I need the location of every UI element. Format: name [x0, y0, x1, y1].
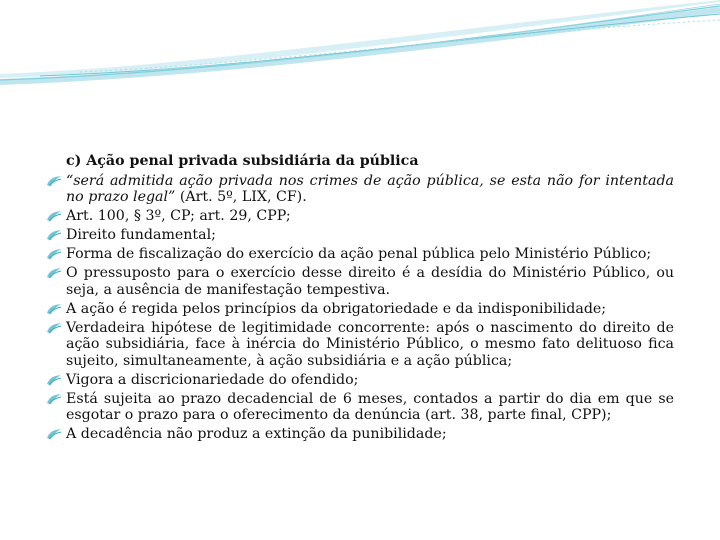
list-item	[46, 173, 674, 206]
bullet-text: A decadência não produz a extinção da punibilidade;	[66, 426, 447, 442]
wave-bullet-icon	[46, 174, 62, 188]
list-item	[46, 265, 674, 298]
list-item	[46, 320, 674, 370]
bullet-text: Art. 100, § 3º, CP; art. 29, CPP;	[66, 208, 291, 224]
wave-bullet-icon	[46, 373, 62, 387]
wave-bullet-icon	[46, 247, 62, 261]
wave-bullet-icon	[46, 302, 62, 316]
bullet-text: Forma de fiscalização do exercício da ação penal pública pelo Ministério Público;	[66, 246, 652, 262]
bullet-text: A ação é regida pelos princípios da obrigatoriedade e da indisponibilidade;	[66, 300, 607, 317]
bullet-text: O pressuposto para o exercício desse direito é a desídia do Ministério Público, ou seja, a ausência de manifestação tempestiva.	[66, 265, 674, 298]
wave-bullet-icon	[46, 427, 62, 441]
list-item	[46, 301, 674, 318]
bullet-text: Está sujeita ao prazo decadencial de 6 meses, contados a partir do dia em que se esgotar o prazo para o oferecimento da denúncia (art. 38, parte final, CPP);	[66, 390, 674, 423]
bullet-text: Direito fundamental;	[66, 227, 216, 243]
list-item	[46, 426, 674, 443]
bullet-quote: “será admitida ação privada nos crimes de ação pública, se esta não for intentada no prazo legal”	[66, 172, 674, 205]
wave-bullet-icon	[46, 266, 62, 280]
slide-heading: c) Ação penal privada subsidiária da pública	[66, 153, 419, 169]
slide-content	[46, 153, 674, 445]
list-item	[46, 246, 674, 263]
list-item	[46, 391, 674, 424]
bullet-text: (Art. 5º, LIX, CF).	[175, 189, 307, 205]
bullet-list	[46, 173, 674, 443]
wave-bullet-icon	[46, 392, 62, 406]
decorative-swoosh	[0, 0, 720, 90]
wave-bullet-icon	[46, 209, 62, 223]
wave-bullet-icon	[46, 321, 62, 335]
bullet-text: Vigora a discricionariedade do ofendido;	[66, 371, 359, 388]
list-item	[46, 208, 674, 225]
list-item	[46, 227, 674, 244]
list-item	[46, 372, 674, 389]
bullet-text: Verdadeira hipótese de legitimidade concorrente: após o nascimento do direito de ação subsidiária, face à inércia do Ministério Público, o mesmo fato delituoso fica sujeito, simultaneamente, à ação subsidiária e a ação pública;	[66, 319, 674, 369]
wave-bullet-icon	[46, 228, 62, 242]
